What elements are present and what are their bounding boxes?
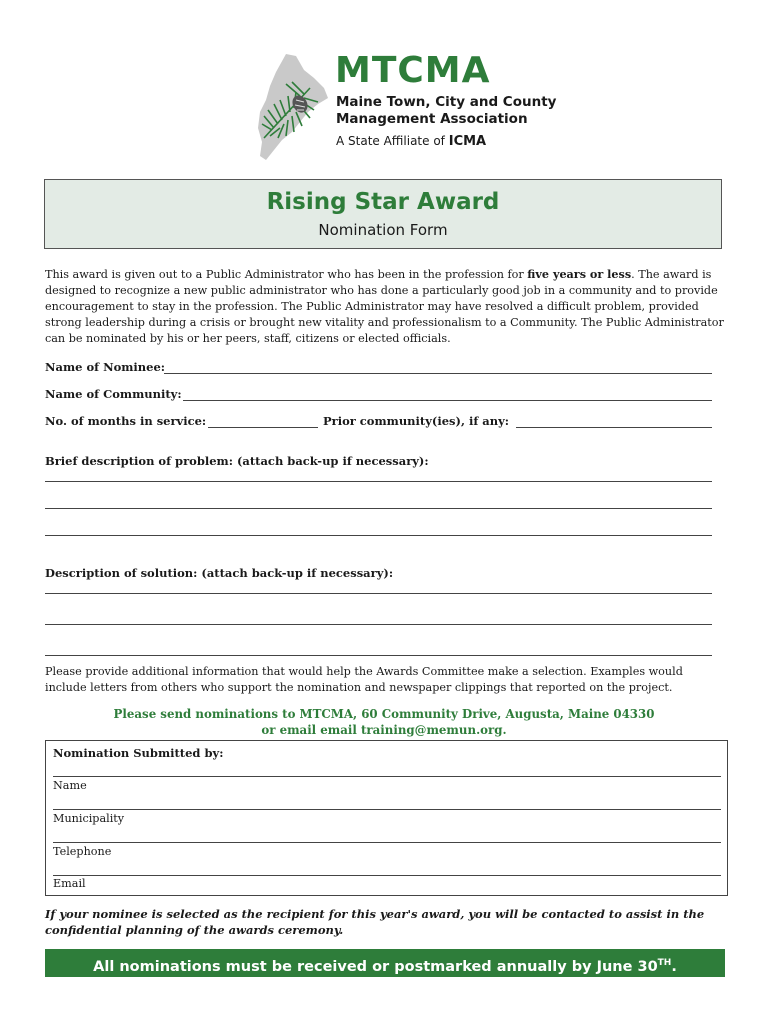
intro-bold: five years or less: [527, 267, 632, 281]
nominee-label: Name of Nominee:: [45, 360, 166, 374]
send-instructions: [45, 706, 723, 738]
send-line2: or email email training@memun.org.: [261, 723, 507, 737]
title-box: [44, 179, 722, 249]
submitted-by-box: [45, 740, 728, 896]
submitter-name-label: Name: [53, 779, 87, 792]
send-line1: Please send nominations to MTCMA, 60 Community Drive, Augusta, Maine 04330: [113, 707, 655, 721]
solution-label: Description of solution: (attach back-up if necessary):: [45, 566, 394, 580]
prior-community-label: Prior community(ies), if any:: [323, 414, 510, 428]
submitter-municipality-line[interactable]: [53, 809, 721, 810]
additional-info-paragraph: Please provide additional information that would help the Awards Committee make a selection. Examples would include letters from others who support the nomination and newspaper clippings that reported on the project.: [45, 665, 683, 694]
org-name-line1: Maine Town, City and County: [336, 94, 557, 110]
affiliate-line: [336, 134, 486, 149]
intro-part2: . The award is designed to recognize a new public administrator who has done a particularly good job in a community and to provide encouragement to stay in the profession. The Public Administrator may have resolved a difficult problem, provided strong leadership during a crisis or brought new vitality and professionalism to a Community. The Public Administrator can be nominated by his or her peers, staff, citizens or elected officials.: [45, 268, 724, 345]
intro-paragraph: [45, 266, 725, 347]
solution-line[interactable]: [45, 593, 712, 594]
submitter-email-label: Email: [53, 877, 86, 890]
affiliate-prefix: A State Affiliate of: [336, 134, 445, 148]
submitter-email-line[interactable]: [53, 875, 721, 876]
closing-note: If your nominee is selected as the recipient for this year's award, you will be contacted to assist in the confidential planning of the awards ceremony.: [45, 907, 705, 937]
affiliate-brand: ICMA: [448, 134, 487, 149]
submitter-municipality-label: Municipality: [53, 812, 125, 825]
solution-line[interactable]: [45, 624, 712, 625]
community-line[interactable]: [183, 400, 712, 401]
intro-part1: This award is given out to a Public Administrator who has been in the profession for: [45, 268, 528, 281]
page-subtitle: Nomination Form: [318, 221, 448, 239]
maine-map-pine-logo-icon: [252, 52, 332, 164]
problem-line[interactable]: [45, 508, 712, 509]
banner-end: .: [671, 959, 677, 975]
prior-community-line[interactable]: [516, 427, 712, 428]
problem-line[interactable]: [45, 481, 712, 482]
org-name-line2: Management Association: [336, 111, 528, 127]
months-line[interactable]: [208, 427, 318, 428]
deadline-banner: [45, 949, 725, 977]
solution-line[interactable]: [45, 655, 712, 656]
banner-text: All nominations must be received or postmarked annually by June 30: [93, 959, 658, 975]
months-label: No. of months in service:: [45, 414, 207, 428]
community-label: Name of Community:: [45, 387, 182, 401]
submitted-by-title: Nomination Submitted by:: [53, 746, 224, 760]
submitter-telephone-label: Telephone: [53, 845, 112, 858]
banner-superscript: TH: [657, 958, 672, 968]
submitter-telephone-line[interactable]: [53, 842, 721, 843]
logo-wordmark: MTCMA: [335, 50, 491, 91]
page-title: Rising Star Award: [266, 189, 500, 215]
problem-label: Brief description of problem: (attach back-up if necessary):: [45, 454, 429, 468]
nominee-line[interactable]: [164, 373, 712, 374]
submitter-name-line[interactable]: [53, 776, 721, 777]
problem-line[interactable]: [45, 535, 712, 536]
